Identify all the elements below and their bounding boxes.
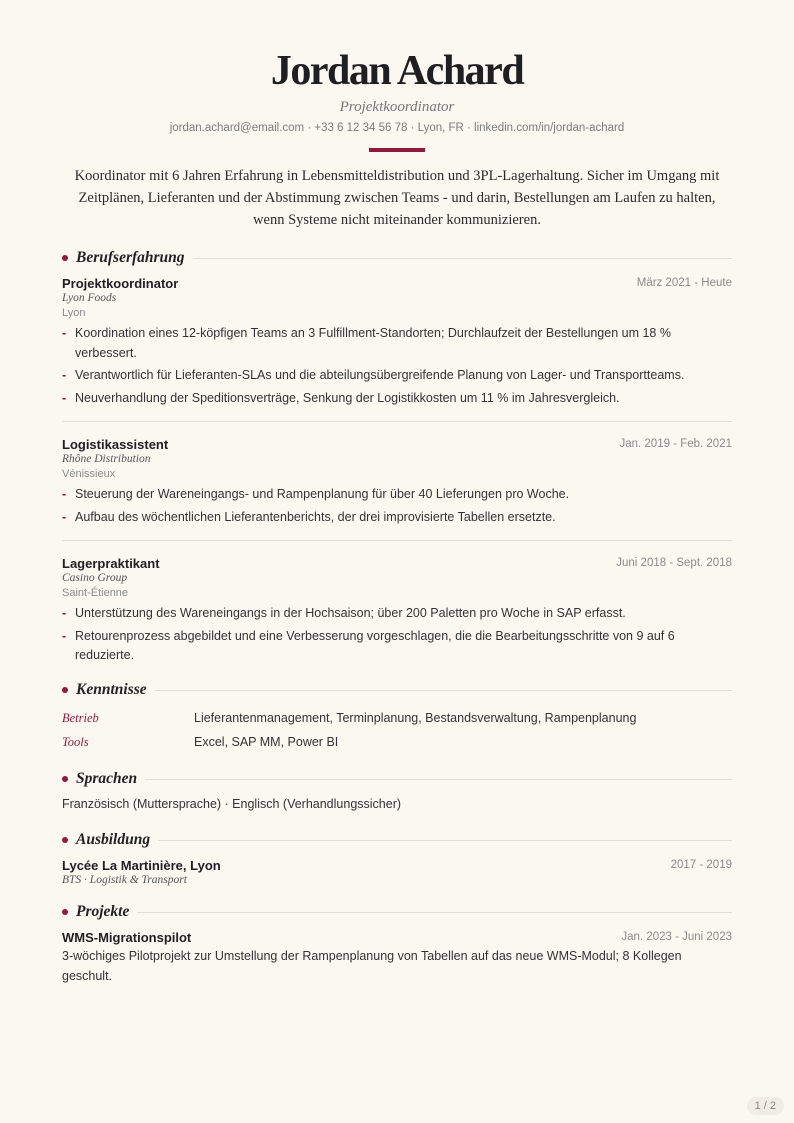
job-bullet: - Retourenprozess abgebildet und eine Verbesserung vorgeschlagen, die die Bearbeitungsschritte von 9 auf 6 reduzierte. [62, 627, 732, 666]
education-dates: 2017 - 2019 [670, 859, 732, 871]
job-bullet: - Koordination eines 12-köpfigen Teams an 3 Fulfillment-Standorten; Durchlaufzeit der Bestellungen um 18 % verbessert. [62, 324, 732, 363]
entry-divider [62, 540, 732, 541]
profile-summary: Koordinator mit 6 Jahren Erfahrung in Lebensmitteldistribution und 3PL-Lagerhaltung. Sicher im Umgang mit Zeitplänen, Lieferanten und der Abstimmung zwischen Teams - und darin, Bestellungen am Laufen zu halten, wenn Systeme nicht miteinander kommunizieren. [74, 168, 720, 228]
section-heading-experience [62, 248, 732, 268]
education-school: Lycée La Martinière, Lyon [62, 858, 221, 873]
header-accent-bar [369, 148, 425, 152]
job-dates: Jan. 2019 - Feb. 2021 [619, 438, 732, 450]
job-title: Logistikassistent [62, 437, 169, 452]
project-entry [62, 930, 732, 990]
contact-line: jordan.achard@email.com · +33 6 12 34 56 78 · Lyon, FR · linkedin.com/in/jordan-achard [169, 122, 625, 134]
bullet-dot-icon [62, 255, 68, 261]
job-bullet: - Aufbau des wöchentlichen Lieferantenberichts, der drei improvisierte Tabellen ersetzte. [62, 508, 732, 528]
experience-entry [62, 556, 732, 671]
bullet-dot-icon [62, 776, 68, 782]
project-dates: Jan. 2023 - Juni 2023 [621, 931, 732, 943]
skill-values: Excel, SAP MM, Power BI [194, 735, 339, 749]
languages-list: Französisch (Muttersprache) · Englisch (Verhandlungssicher) [62, 797, 402, 811]
section-title: Ausbildung [76, 831, 151, 848]
page-indicator: 1 / 2 [747, 1097, 784, 1115]
section-heading-skills [62, 680, 732, 700]
job-company: Rhône Distribution [62, 453, 151, 465]
section-title: Sprachen [76, 770, 138, 787]
project-title: WMS-Migrationspilot [62, 930, 192, 945]
bullet-dot-icon [62, 687, 68, 693]
entry-divider [62, 421, 732, 422]
job-company: Casino Group [62, 572, 128, 584]
job-dates: Juni 2018 - Sept. 2018 [616, 557, 732, 569]
education-entry [62, 858, 732, 892]
job-location: Lyon [62, 307, 86, 319]
section-heading-projects [62, 902, 732, 922]
job-bullet: - Unterstützung des Wareneingangs in der Hochsaison; über 200 Paletten pro Woche in SAP erfasst. [62, 604, 732, 624]
job-bullets [62, 324, 732, 411]
job-bullet: - Neuverhandlung der Speditionsverträge, Senkung der Logistikkosten um 11 % im Jahresvergleich. [62, 389, 732, 409]
section-rule [145, 779, 732, 780]
job-dates: März 2021 - Heute [636, 277, 732, 289]
skill-row [62, 711, 732, 731]
candidate-name: Jordan Achard [270, 48, 524, 94]
job-bullets [62, 604, 732, 669]
skill-category: Betrieb [62, 711, 99, 725]
section-title: Berufserfahrung [76, 249, 185, 266]
section-rule [155, 690, 732, 691]
section-title: Projekte [76, 903, 130, 920]
job-location: Saint-Étienne [62, 587, 129, 599]
section-rule [158, 840, 732, 841]
bullet-dot-icon [62, 837, 68, 843]
section-rule [137, 912, 732, 913]
section-rule [193, 258, 732, 259]
experience-entry [62, 437, 732, 527]
project-description: 3-wöchiges Pilotprojekt zur Umstellung der Rampenplanung von Tabellen auf das neue WMS-Modul; 8 Kollegen geschult. [62, 949, 682, 983]
section-heading-languages [62, 769, 732, 789]
job-bullet: - Steuerung der Wareneingangs- und Rampenplanung für über 40 Lieferungen pro Woche. [62, 485, 732, 505]
skill-row [62, 735, 732, 755]
job-title: Projektkoordinator [62, 276, 179, 291]
job-company: Lyon Foods [62, 292, 117, 304]
experience-entry [62, 276, 732, 411]
job-location: Vénissieux [62, 468, 116, 480]
candidate-role: Projektkoordinator [339, 99, 455, 115]
bullet-dot-icon [62, 909, 68, 915]
skill-values: Lieferantenmanagement, Terminplanung, Bestandsverwaltung, Rampenplanung [194, 711, 637, 725]
skill-category: Tools [62, 735, 89, 749]
job-bullets [62, 485, 732, 530]
education-degree: BTS · Logistik & Transport [62, 874, 187, 886]
section-heading-education [62, 830, 732, 850]
section-title: Kenntnisse [76, 681, 147, 698]
job-title: Lagerpraktikant [62, 556, 160, 571]
job-bullet: - Verantwortlich für Lieferanten-SLAs und die abteilungsübergreifende Planung von Lager- und Transportteams. [62, 366, 732, 386]
